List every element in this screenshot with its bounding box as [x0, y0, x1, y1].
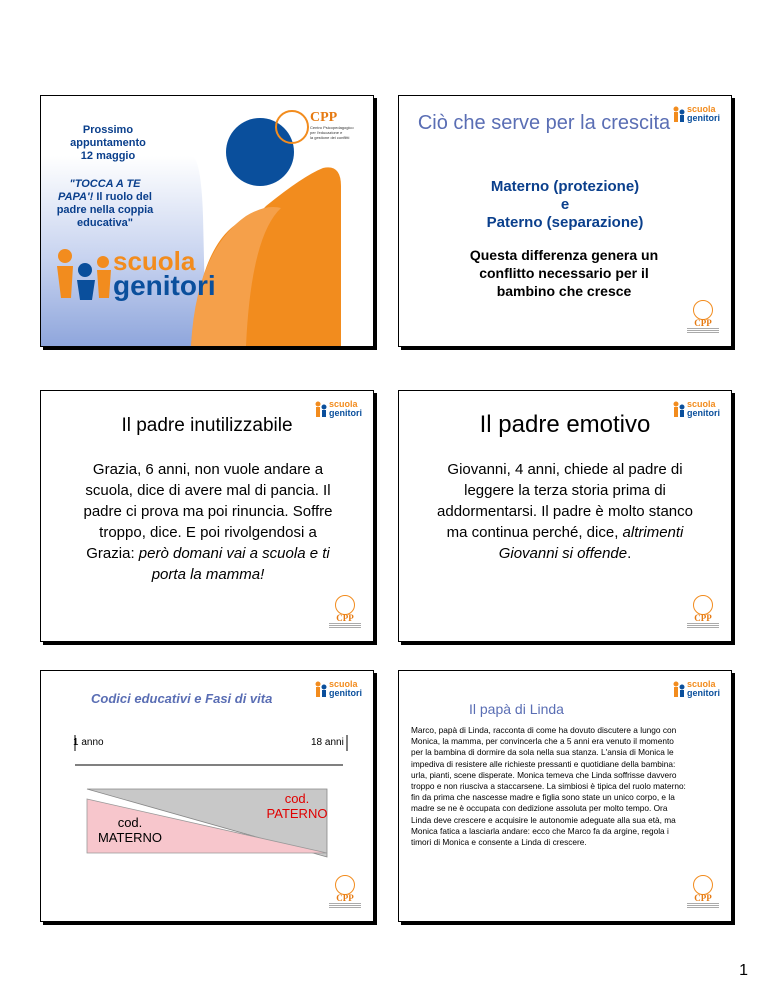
cpp-caption: Centro Psicopedagogico per l'educazione e la gestione dei conflitti	[310, 125, 354, 140]
scuola-genitori-logo-small: scuola genitori	[673, 104, 717, 124]
cpp-ring-icon	[335, 595, 355, 615]
slide-title: Il papà di Linda	[469, 701, 564, 717]
cpp-logo-small: CPP	[687, 595, 719, 631]
family-logo-icon	[673, 681, 687, 697]
axis-end-label: 18 anni	[311, 737, 344, 748]
cpp-logo: CPP Centro Psicopedagogico per l'educazione e la gestione dei conflitti	[275, 110, 355, 146]
slide-1	[40, 95, 374, 347]
slide-4	[398, 390, 732, 642]
announce-line: 12 maggio	[80, 150, 136, 162]
slide-body: Questa differenza genera un conflitto necessario per il bambino che cresce	[469, 247, 659, 299]
slide-3	[40, 390, 374, 642]
scuola-genitori-logo-small: scuola genitori	[673, 399, 717, 419]
page-number: 1	[739, 962, 748, 979]
announce-line: Prossimo	[82, 124, 134, 136]
cpp-ring-icon	[693, 595, 713, 615]
slide-2	[398, 95, 732, 347]
slide-subtitle: Materno (protezione) e Paterno (separazione)	[486, 178, 644, 231]
cpp-ring-icon	[693, 875, 713, 895]
scuola-genitori-logo-small: scuola genitori	[315, 399, 359, 419]
axis-start-label: 1 anno	[73, 737, 104, 748]
cpp-logo-small: CPP	[329, 595, 361, 631]
cpp-logo-small: CPP	[687, 300, 719, 336]
cpp-ring-icon	[335, 875, 355, 895]
slide-6	[398, 670, 732, 922]
slide-body: Giovanni, 4 anni, chiede al padre di leggere la terza storia prima di addormentarsi. Il padre è molto stanco ma continua perché, dice, altrimenti Giovanni si offende.	[437, 461, 693, 562]
cpp-logo-small: CPP	[687, 875, 719, 911]
slide-title: Il padre inutilizzabile	[121, 415, 293, 436]
event-title: "TOCCA A TE PAPA'! Il ruolo del padre nella coppia educativa"	[56, 178, 154, 229]
announce-line: appuntamento	[70, 137, 146, 149]
label-paterno: cod. PATERNO	[266, 791, 328, 821]
cpp-ring-icon	[275, 110, 309, 144]
cpp-ring-icon	[693, 300, 713, 320]
slide-title: Ciò che serve per la crescita	[417, 112, 671, 134]
slide-body: Marco, papà di Linda, racconta di come ha dovuto discutere a lungo con Monica, la mamma, per convincerla che a 5 anni era venuto il momento per la bambina di dormire da sola nella sua stanza. L'ansia di Monica le impediva di resistere alle richieste pressanti e quotidiane della bambina: urla, pianti, scene disperate. Monica temeva che Linda soffrisse davvero troppo e non riusciva a staccarsene. La simbiosi è tipica del ruolo materno: fin da prima che nascesse madre e figlia sono state un unico corpo, e la madre se ne è occupata con dedizione assoluta per molto tempo. Ora Linda deve crescere e acquisire le autonomie adeguate alla sua età, ma Monica fatica a lasciarla andare: ecco che Marco fa da argine, regola i timori di Monica e consente a Linda di crescere.	[411, 725, 686, 848]
slide-title: Codici educativi e Fasi di vita	[91, 691, 273, 706]
slide-5	[40, 670, 374, 922]
cpp-logo-small: CPP	[329, 875, 361, 911]
scuola-genitori-logo: scuola genitori	[55, 248, 235, 302]
slide-body: Grazia, 6 anni, non vuole andare a scuola, dice di avere mal di pancia. Il padre ci prova ma poi rinuncia. Soffre troppo, dice. E poi rivolgendosi a Grazia: però domani vai a scuola e ti porta la mamma!	[83, 461, 333, 583]
label-materno: cod. MATERNO	[97, 815, 163, 845]
scuola-genitori-logo-small: scuola genitori	[315, 679, 359, 699]
scuola-genitori-logo-small: scuola genitori	[673, 679, 717, 699]
slide-title: Il padre emotivo	[479, 411, 651, 438]
family-logo-icon	[55, 248, 115, 302]
announcement	[63, 124, 153, 163]
